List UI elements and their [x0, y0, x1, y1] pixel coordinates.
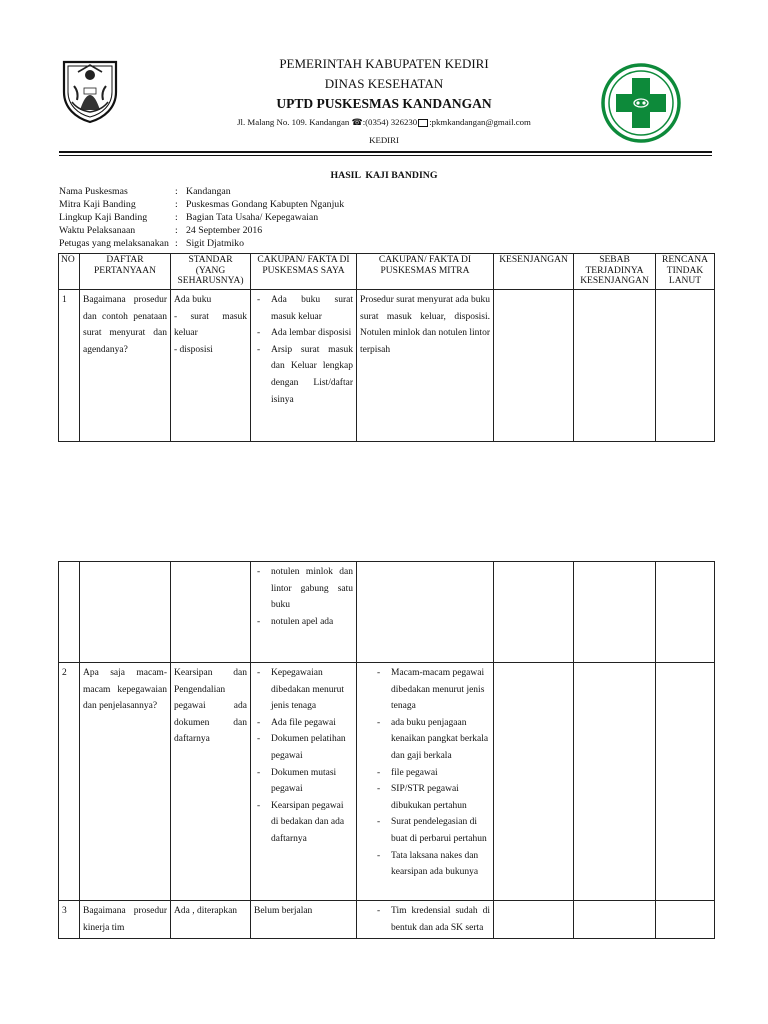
info-value: Sigit Djatmiko — [186, 238, 244, 249]
info-label: Nama Puskesmas — [59, 186, 128, 197]
table-row — [59, 290, 715, 442]
cell-cause — [574, 290, 656, 442]
puskesmas-logo — [601, 62, 681, 144]
header-line3: UPTD PUSKESMAS KANDANGAN — [276, 96, 492, 111]
document-title: HASIL KAJI BANDING — [330, 170, 438, 181]
col-header-no: NO — [59, 254, 80, 290]
cell-gap — [494, 901, 574, 939]
list-item: - Tim kredensial sudah di bentuk dan ada SK serta — [374, 903, 490, 936]
list-item: - file pegawai — [374, 765, 490, 782]
cell-mitra — [357, 663, 494, 901]
list-item: - Kearsipan pegawai di bedakan dan ada daftarnya — [254, 798, 353, 848]
standard-line: Ada buku — [174, 295, 212, 305]
cell-question: Apa saja macam-macam kepegawaian dan penjelasannya? — [80, 663, 171, 901]
list-item: - Ada file pegawai — [254, 715, 353, 732]
standard-line: - surat masuk keluar — [174, 311, 247, 339]
cell-saya: Belum berjalan — [251, 901, 357, 939]
list-item: - Kepegawaian dibedakan menurut jenis tenaga — [254, 665, 353, 715]
cell-cause — [574, 901, 656, 939]
header-divider — [59, 151, 712, 153]
kaji-banding-table — [58, 253, 715, 442]
cell-saya — [251, 562, 357, 663]
list-item: - Ada lembar disposisi — [254, 325, 353, 342]
col-header-saya: CAKUPAN/ FAKTA DI PUSKESMAS SAYA — [251, 254, 357, 290]
standard-line: - disposisi — [174, 344, 213, 355]
table-row — [59, 562, 715, 663]
info-label: Lingkup Kaji Banding — [59, 212, 148, 223]
cell-no: 1 — [59, 290, 80, 442]
header-line2: DINAS KESEHATAN — [324, 76, 444, 91]
cell-question: Bagaimana prosedur dan contoh penataan surat menyurat dan agendanya? — [80, 290, 171, 442]
list-item: - Dokumen mutasi pegawai — [254, 765, 353, 798]
col-header-mitra: CAKUPAN/ FAKTA DI PUSKESMAS MITRA — [357, 254, 494, 290]
cell-standard — [171, 290, 251, 442]
info-label: Petugas yang melaksanakan — [59, 238, 169, 249]
cell-saya — [251, 290, 357, 442]
info-label: Mitra Kaji Banding — [59, 199, 136, 210]
info-value: 24 September 2016 — [186, 225, 263, 236]
cell-mitra — [357, 562, 494, 663]
cell-cause — [574, 663, 656, 901]
kaji-banding-table-continued — [58, 561, 715, 939]
cell-gap — [494, 663, 574, 901]
info-value: Puskesmas Gondang Kabupten Nganjuk — [186, 199, 345, 210]
cell-standard: Ada , diterapkan — [171, 901, 251, 939]
info-label: Waktu Pelaksanaan — [59, 225, 136, 236]
email-text: :pkmkandangan@gmail.com — [429, 117, 531, 127]
table-row — [59, 901, 715, 939]
list-item: - Ada buku surat masuk keluar — [254, 292, 353, 325]
list-item: - Macam-macam pegawai dibedakan menurut jenis tenaga — [374, 665, 490, 715]
cell-mitra: Prosedur surat menyurat ada buku surat masuk keluar, disposisi. Notulen minlok dan notulen lintor terpisah — [357, 290, 494, 442]
phone-icon: ☎ — [351, 117, 363, 127]
info-value: Bagian Tata Usaha/ Kepegawaian — [186, 212, 319, 223]
cell-plan — [656, 901, 715, 939]
table-row — [59, 663, 715, 901]
header-city: KEDIRI — [369, 135, 399, 145]
cell-standard: Kearsipan dan Pengendalian pegawai ada dokumen dan daftarnya — [171, 663, 251, 901]
cell-plan — [656, 562, 715, 663]
cell-mitra — [357, 901, 494, 939]
cell-plan — [656, 663, 715, 901]
cell-no — [59, 562, 80, 663]
col-header-question: DAFTAR PERTANYAAN — [80, 254, 171, 290]
header-divider-thin — [59, 155, 712, 156]
list-item: - Tata laksana nakes dan kearsipan ada bukunya — [374, 848, 490, 881]
table-header-row — [59, 254, 715, 290]
col-header-cause: SEBAB TERJADINYA KESENJANGAN — [574, 254, 656, 290]
list-item: - SIP/STR pegawai dibukukan pertahun — [374, 781, 490, 814]
list-item: - ada buku penjagaan kenaikan pangkat berkala dan gaji berkala — [374, 715, 490, 765]
address-text: Jl. Malang No. 109. Kandangan — [237, 117, 350, 127]
list-item: - notulen minlok dan lintor gabung satu buku — [254, 564, 353, 614]
cell-no: 2 — [59, 663, 80, 901]
cell-standard — [171, 562, 251, 663]
col-header-gap: KESENJANGAN — [494, 254, 574, 290]
info-value: Kandangan — [186, 186, 231, 197]
cell-gap — [494, 290, 574, 442]
email-icon — [418, 119, 428, 127]
phone-text: :(0354) 326230 — [362, 117, 418, 127]
list-item: - Dokumen pelatihan pegawai — [254, 731, 353, 764]
cell-plan — [656, 290, 715, 442]
cell-cause — [574, 562, 656, 663]
list-item: - Surat pendelegasian di buat di perbarui pertahun — [374, 814, 490, 847]
cell-gap — [494, 562, 574, 663]
col-header-standard: STANDAR (YANG SEHARUSNYA) — [171, 254, 251, 290]
col-header-plan: RENCANA TINDAK LANUT — [656, 254, 715, 290]
cell-question: Bagaimana prosedur kinerja tim — [80, 901, 171, 939]
list-item: - notulen apel ada — [254, 614, 353, 631]
header-line1: PEMERINTAH KABUPATEN KEDIRI — [279, 56, 489, 71]
cell-question — [80, 562, 171, 663]
cell-no: 3 — [59, 901, 80, 939]
cell-saya — [251, 663, 357, 901]
list-item: - Arsip surat masuk dan Keluar lengkap dengan List/daftar isinya — [254, 342, 353, 408]
